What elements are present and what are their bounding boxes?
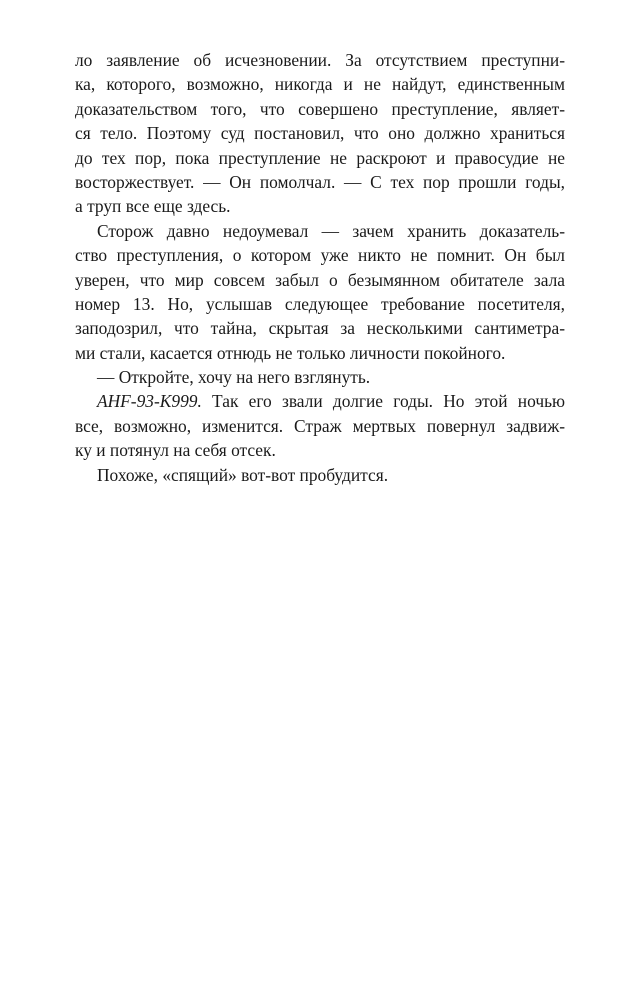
text-line: заподозрил, что тайна, скрытая за несколькими сантиметра- [75, 318, 565, 339]
text-line: уверен, что мир совсем забыл о безымянном обитателе зала [75, 269, 565, 290]
book-page [75, 48, 565, 487]
text-line: ка, которого, возможно, никогда и не найдут, единственным [75, 74, 565, 95]
text-line: — Откройте, хочу на него взглянуть. [97, 367, 371, 388]
text-line: все, возможно, изменится. Страж мертвых повернул задвиж- [75, 415, 565, 436]
text-line: доказательством того, что совершено преступление, являет- [75, 98, 565, 119]
text-line: Похоже, «спящий» вот-вот пробудится. [97, 464, 389, 485]
text-line [75, 389, 565, 413]
text-line: до тех пор, пока преступление не раскроют и правосудие не [75, 147, 565, 168]
paragraph-1 [75, 48, 565, 219]
text-line: ство преступления, о котором уже никто не помнит. Он был [75, 245, 565, 266]
code-name: AHF-93-K999. [97, 391, 202, 412]
paragraph-2 [75, 219, 565, 365]
text-line: Сторож давно недоумевал — зачем хранить доказатель- [97, 220, 565, 241]
paragraph-4 [75, 389, 565, 462]
text-line: а труп все еще здесь. [75, 196, 231, 217]
text-fragment: Так его звали долгие годы. Но этой ночью [201, 391, 565, 412]
text-line: ку и потянул на себя отсек. [75, 440, 276, 461]
text-line: номер 13. Но, услышав следующее требование посетителя, [75, 293, 565, 314]
paragraph-3-dialogue [75, 365, 565, 389]
text-line: ми стали, касается отнюдь не только личности покойного. [75, 342, 506, 363]
text-line: ло заявление об исчезновении. За отсутствием преступни- [75, 50, 565, 70]
paragraph-5 [75, 463, 565, 487]
text-line: ся тело. Поэтому суд постановил, что оно должно храниться [75, 123, 565, 144]
text-line: восторжествует. — Он помолчал. — С тех пор прошли годы, [75, 171, 565, 192]
